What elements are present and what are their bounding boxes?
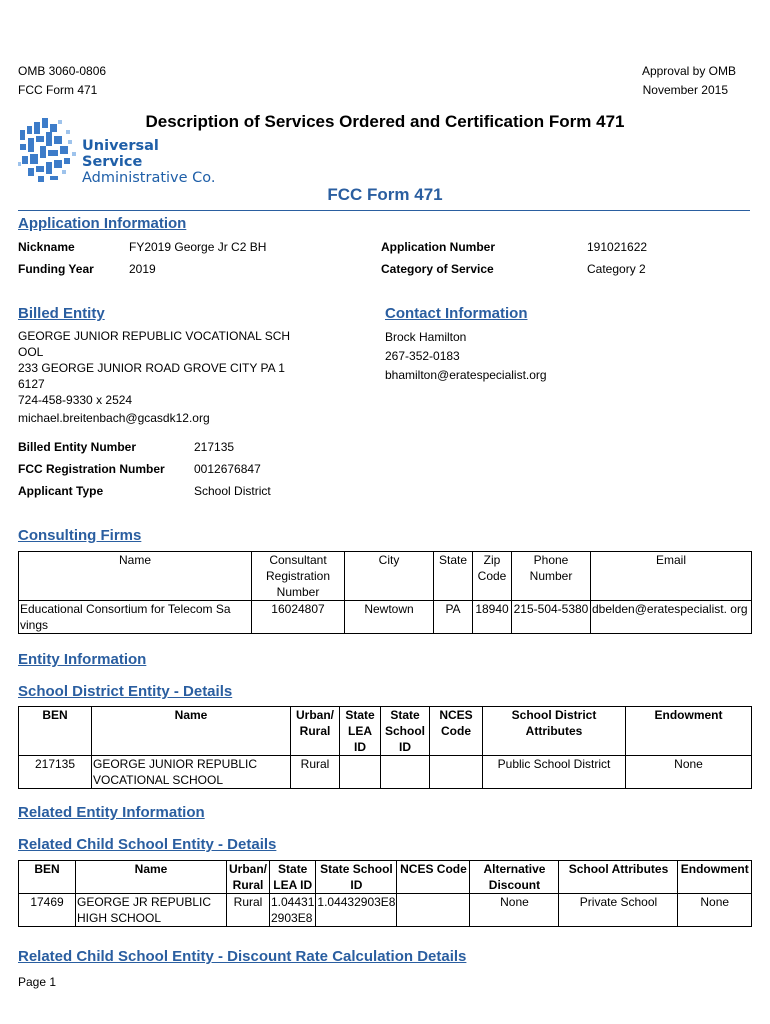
frn-label: FCC Registration Number [18, 462, 165, 476]
discount-rate-heading: Related Child School Entity - Discount Rate Calculation Details [18, 948, 467, 965]
table-header-row [19, 861, 752, 894]
funding-year-value: 2019 [129, 262, 156, 276]
cell: 215-504-5380 [512, 601, 591, 634]
cell: PA [434, 601, 473, 634]
col-header: School District Attributes [483, 707, 626, 756]
col-header: BEN [19, 707, 92, 756]
address-line: GEORGE JUNIOR REPUBLIC VOCATIONAL SCH [18, 329, 291, 343]
billed-entity-heading: Billed Entity [18, 305, 105, 322]
ben-value: 217135 [194, 440, 235, 454]
cell: 1.04432903E8 [316, 894, 397, 927]
col-header: City [345, 552, 434, 601]
related-child-table [18, 860, 752, 927]
table-row [19, 756, 752, 789]
contact-email: bhamilton@eratespecialist.org [385, 368, 547, 382]
application-number-label: Application Number [381, 240, 496, 254]
funding-year-label: Funding Year [18, 262, 94, 276]
col-header: Consultant Registration Number [252, 552, 345, 601]
nickname-label: Nickname [18, 240, 75, 254]
table-header-row [19, 707, 752, 756]
contact-phone: 267-352-0183 [385, 349, 460, 363]
cell: dbelden@eratespecialist. org [591, 601, 752, 634]
cell: 18940 [473, 601, 512, 634]
col-header: School Attributes [559, 861, 678, 894]
table-row [19, 894, 752, 927]
related-child-heading: Related Child School Entity - Details [18, 836, 277, 853]
col-header: Name [19, 552, 252, 601]
cell: 1.04431 2903E8 [271, 895, 315, 925]
address-line: 6127 [18, 377, 45, 391]
col-header: NCES Code [397, 861, 470, 894]
col-header: Endowment [678, 861, 752, 894]
page-number: Page 1 [18, 975, 57, 989]
entity-info-heading: Entity Information [18, 651, 147, 668]
usac-logo [18, 116, 218, 184]
address-line: 233 GEORGE JUNIOR ROAD GROVE CITY PA 1 [18, 361, 285, 375]
ben-label: Billed Entity Number [18, 440, 137, 454]
col-header: Alternative Discount [470, 861, 559, 894]
col-header: State School ID [316, 861, 397, 894]
col-header: State LEA ID [340, 707, 381, 756]
omb-approval: Approval by OMB [641, 64, 736, 78]
billed-entity-address [18, 328, 338, 426]
cell: None [470, 894, 559, 927]
table-header-row [19, 552, 752, 601]
address-line: 724-458-9330 x 2524 [18, 393, 133, 407]
address-line: michael.breitenbach@gcasdk12.org [18, 411, 210, 425]
application-info-heading: Application Information [18, 215, 187, 232]
cell [381, 756, 430, 789]
related-entity-heading: Related Entity Information [18, 804, 205, 821]
col-header: Name [76, 861, 227, 894]
divider [18, 210, 750, 211]
cell [397, 894, 470, 927]
col-header: Name [92, 707, 291, 756]
table-row [19, 601, 752, 634]
col-header: Urban/ Rural [227, 861, 270, 894]
cell: 16024807 [252, 601, 345, 634]
cell: 17469 [19, 894, 76, 927]
cell: Rural [227, 894, 270, 927]
col-header: Zip Code [473, 552, 512, 601]
cell: GEORGE JR REPUBLIC HIGH SCHOOL [76, 894, 227, 927]
col-header: Phone Number [512, 552, 591, 601]
col-header: NCES Code [430, 707, 483, 756]
category-value: Category 2 [587, 262, 646, 276]
cell [430, 756, 483, 789]
nickname-value: FY2019 George Jr C2 BH [129, 240, 267, 254]
form-date: November 2015 [642, 83, 728, 97]
col-header: State [434, 552, 473, 601]
cell: Educational Consortium for Telecom Sa vings [19, 601, 252, 634]
school-district-heading: School District Entity - Details [18, 683, 233, 700]
contact-heading: Contact Information [385, 305, 528, 322]
applicant-type-label: Applicant Type [18, 484, 104, 498]
col-header: State School ID [381, 707, 430, 756]
cell: None [678, 894, 752, 927]
cell: GEORGE JUNIOR REPUBLIC VOCATIONAL SCHOOL [92, 756, 291, 789]
category-label: Category of Service [381, 262, 494, 276]
form-label: FCC Form 471 [18, 83, 98, 97]
frn-value: 0012676847 [194, 462, 261, 476]
school-district-table [18, 706, 752, 789]
form-heading: FCC Form 471 [327, 185, 443, 204]
contact-name: Brock Hamilton [385, 330, 467, 344]
application-number-value: 191021622 [587, 240, 648, 254]
cell: Newtown [345, 601, 434, 634]
col-header: BEN [19, 861, 76, 894]
col-header: Urban/ Rural [291, 707, 340, 756]
usac-logo-icon [18, 116, 80, 184]
cell: None [626, 756, 752, 789]
cell: Private School [559, 894, 678, 927]
consulting-firms-table [18, 551, 752, 634]
address-line: OOL [18, 345, 44, 359]
logo-line-2: Administrative Co. [82, 170, 216, 186]
omb-number: OMB 3060-0806 [18, 64, 107, 78]
logo-line-1: Universal Service [82, 138, 159, 170]
col-header: Endowment [626, 707, 752, 756]
col-header: Email [591, 552, 752, 601]
cell: Public School District [483, 756, 626, 789]
consulting-firms-heading: Consulting Firms [18, 527, 142, 544]
cell: 217135 [19, 756, 92, 789]
applicant-type-value: School District [194, 484, 271, 498]
document-title: Description of Services Ordered and Certification Form 471 [145, 112, 625, 131]
col-header: State LEA ID [270, 861, 316, 894]
cell: Rural [291, 756, 340, 789]
cell [340, 756, 381, 789]
